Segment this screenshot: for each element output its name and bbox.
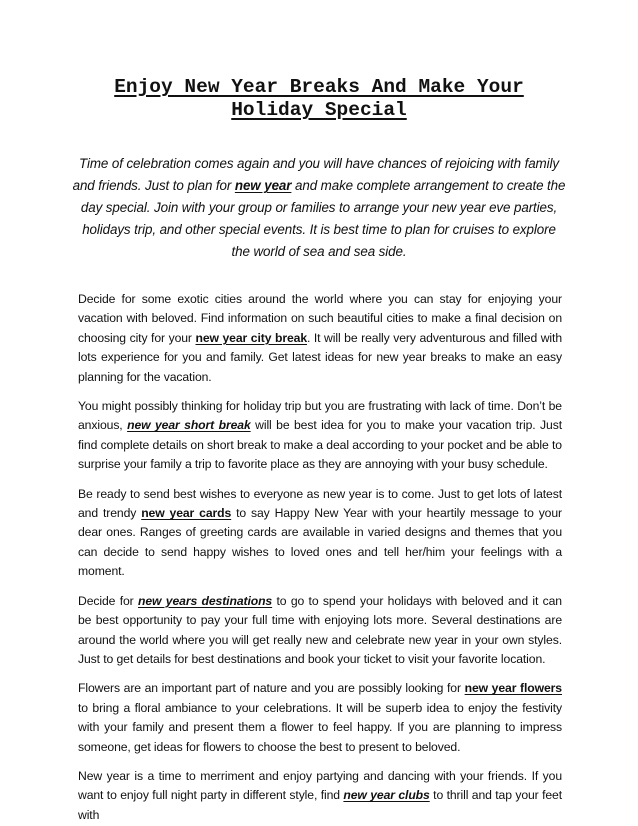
paragraph-text: to say Happy New Year with your heartily message to your dear ones. Ranges of greeting cards are available in varied designs and themes that you can decide to send happy wishes to loved ones and tell her/him your feelings with a moment. (78, 506, 562, 579)
paragraph-text: Flowers are an important part of nature and you are possibly looking for (78, 681, 465, 696)
paragraph-clubs (78, 767, 562, 825)
intro-text-1: Time of celebration comes again and you will have chances of rejoicing with family and friends. Just to plan for (72, 156, 559, 193)
intro-text-2: and make complete arrangement to create the day special. Join with your group or families to arrange your new year eve parties, holidays trip, and other special events. It is best time to plan for cruises to explore the world of sea and sea side. (80, 178, 566, 259)
paragraph-text: . It will be really very adventurous and filled with lots experience for you and family. Get latest ideas for new year breaks to make an easy planning for the vacation. (78, 330, 563, 384)
link-new-years-destinations[interactable]: new years destinations (138, 593, 273, 608)
paragraph-text: Decide for (78, 593, 139, 608)
paragraph-text: Decide for some exotic cities around the world where you can stay for enjoying your vacation with beloved. Find information on such beautiful cities to make a final decision on choosing city for your (78, 292, 562, 345)
link-new-year-cards[interactable]: new year cards (141, 506, 232, 521)
paragraph-text: New year is a time to merriment and enjoy partying and dancing with your friends. If you want to enjoy full night party in different style, find (78, 768, 562, 803)
intro-paragraph (72, 153, 566, 263)
paragraph-text: Be ready to send best wishes to everyone as new year is to come. Just to get lots of latest and trendy (78, 486, 562, 521)
paragraph-text: to go to spend your holidays with beloved and it can be best opportunity to pay your full time with enjoying lots more. Several destinations are around the world where you will get really new and celebrate new year in your own styles. Just to get details for best destinations and book your ticket to visit your favorite location. (78, 593, 562, 666)
link-new-year-clubs[interactable]: new year clubs (343, 788, 430, 803)
link-new-year-short-break[interactable]: new year short break (127, 418, 251, 433)
paragraph-text: will be best idea for you to make your vacation trip. Just find complete details on short break to make a deal according to your pocket and be able to surprise your family a trip to favorite place as they are annoying with your busy schedule. (78, 418, 562, 472)
title-line-2: Holiday Special (231, 99, 407, 121)
link-new-year-city-break[interactable]: new year city break (195, 330, 307, 345)
paragraph-flowers (78, 679, 562, 757)
paragraph-city-break (78, 290, 562, 387)
paragraph-text: to bring a floral ambiance to your celebrations. It will be superb idea to enjoy the festivity with your family and present them a flower to feel happy. If you are planning to impress someone, get ideas for flowers to choose the best to present to beloved. (78, 700, 562, 754)
link-new-year-flowers[interactable]: new year flowers (464, 681, 562, 696)
paragraph-destinations (78, 592, 562, 670)
link-new-year[interactable]: new year (234, 178, 292, 193)
article-body (78, 290, 562, 826)
paragraph-cards (78, 485, 562, 582)
page-title (72, 76, 566, 122)
paragraph-text: to thrill and tap your feet with (78, 788, 563, 822)
paragraph-text: You might possibly thinking for holiday trip but you are frustrating with lack of time. Don’t be anxious, (78, 399, 562, 433)
title-line-1: Enjoy New Year Breaks And Make Your (114, 76, 524, 98)
paragraph-short-break (78, 397, 562, 475)
